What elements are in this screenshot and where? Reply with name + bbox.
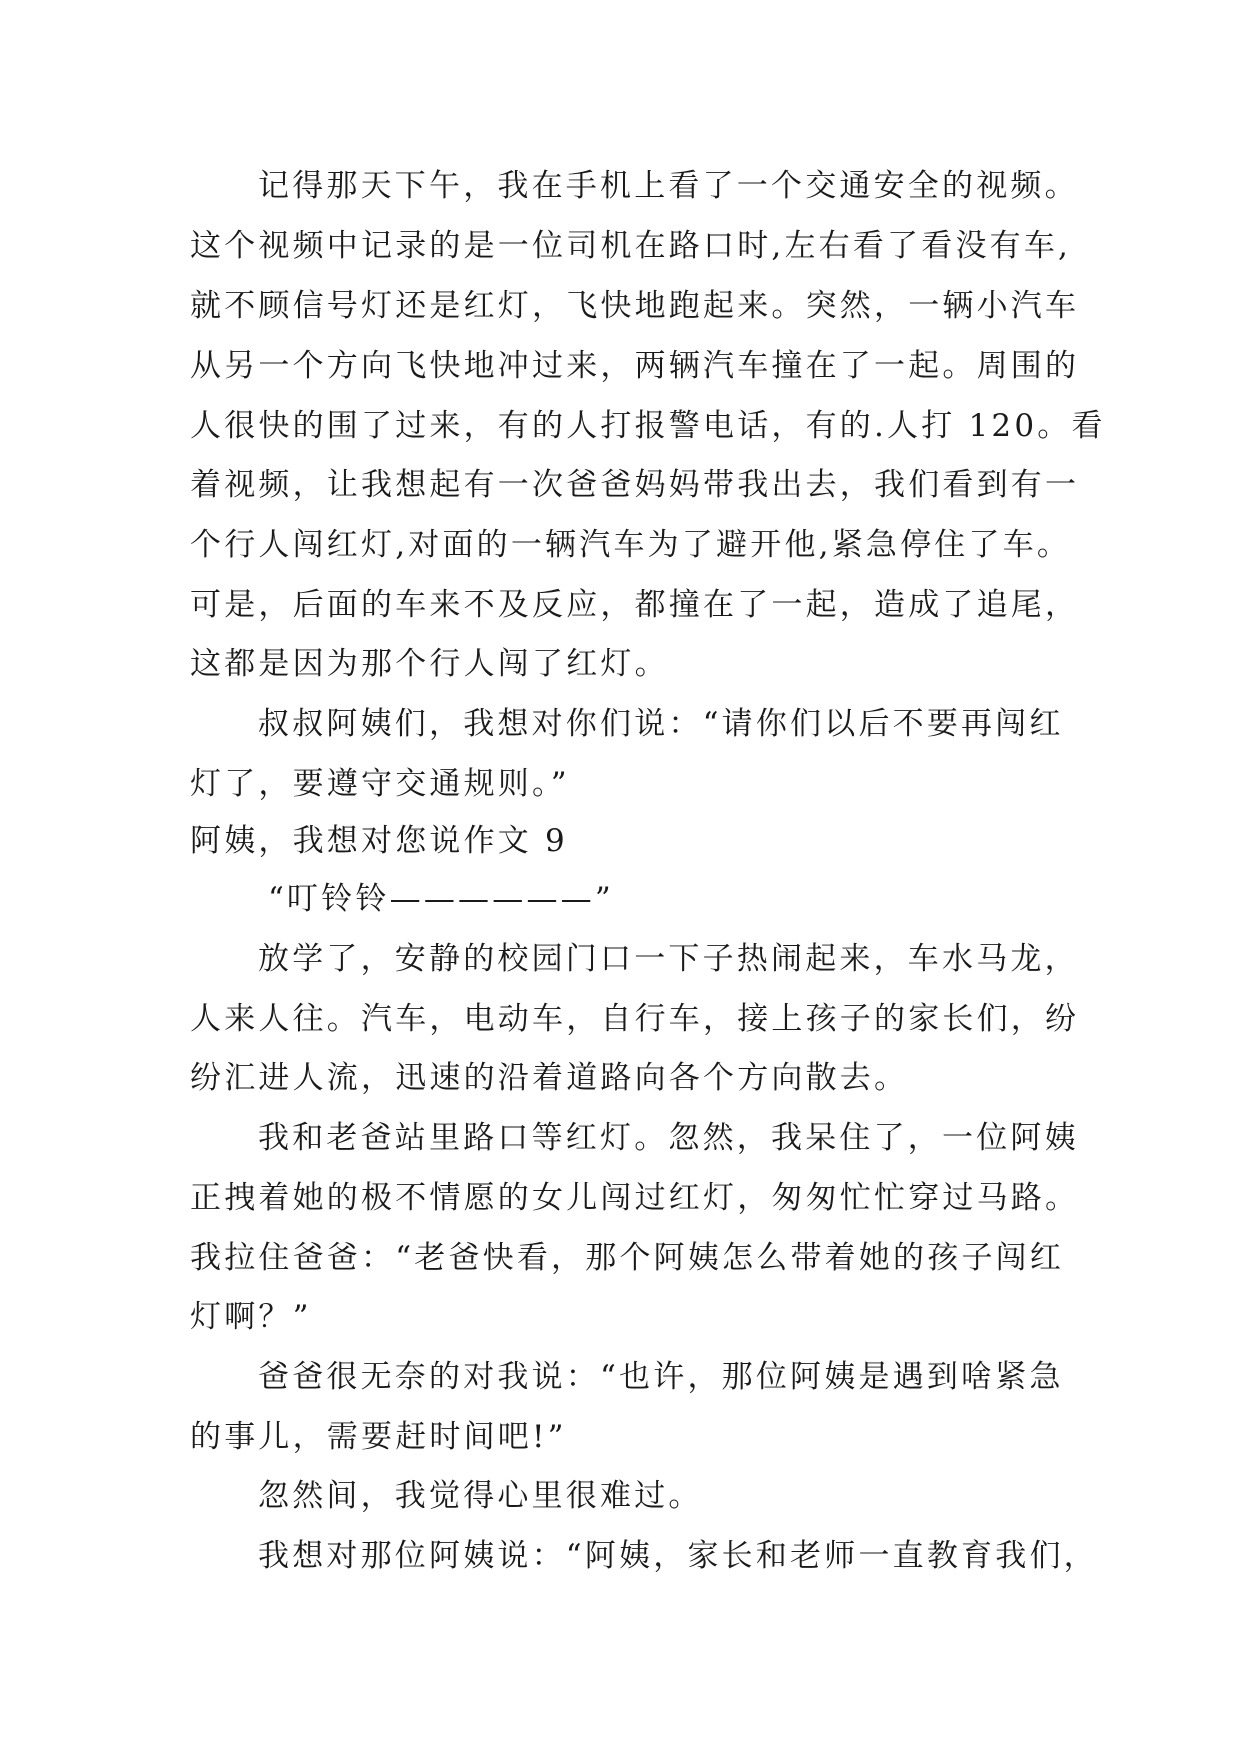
text-line: 就不顾信号灯还是红灯，飞快地跑起来。突然，一辆小汽车 bbox=[190, 288, 1080, 324]
text-line: 灯啊？” bbox=[190, 1299, 312, 1335]
text-line: 个行人闯红灯,对面的一辆汽车为了避开他,紧急停住了车。 bbox=[190, 527, 1072, 563]
text-line: 纷汇进人流，迅速的沿着道路向各个方向散去。 bbox=[190, 1060, 909, 1096]
text-line: 可是，后面的车来不及反应，都撞在了一起，造成了追尾， bbox=[190, 587, 1080, 623]
text-line: 灯了，要遵守交通规则。” bbox=[190, 766, 570, 802]
text-line: 这个视频中记录的是一位司机在路口时,左右看了看没有车, bbox=[190, 228, 1072, 264]
text-line: 我拉住爸爸：“老爸快看，那个阿姨怎么带着她的孩子闯红 bbox=[190, 1240, 1065, 1276]
text-line: 人很快的围了过来，有的人打报警电话，有的.人打 120。看 bbox=[190, 408, 1106, 444]
text-line: 这都是因为那个行人闯了红灯。 bbox=[190, 646, 669, 682]
text-line: “叮铃铃——————” bbox=[268, 881, 614, 917]
section-heading: 阿姨，我想对您说作文 9 bbox=[190, 823, 568, 859]
text-line: 着视频，让我想起有一次爸爸妈妈带我出去，我们看到有一 bbox=[190, 467, 1080, 503]
text-line: 我想对那位阿姨说：“阿姨，家长和老师一直教育我们， bbox=[258, 1538, 1098, 1574]
text-line: 记得那天下午，我在手机上看了一个交通安全的视频。 bbox=[258, 168, 1079, 204]
text-line: 正拽着她的极不情愿的女儿闯过红灯，匆匆忙忙穿过马路。 bbox=[190, 1180, 1080, 1216]
text-line: 从另一个方向飞快地冲过来，两辆汽车撞在了一起。周围的 bbox=[190, 348, 1080, 384]
text-line: 人来人往。汽车，电动车，自行车，接上孩子的家长们，纷 bbox=[190, 1001, 1080, 1037]
text-line: 爸爸很无奈的对我说：“也许，那位阿姨是遇到啥紧急 bbox=[258, 1359, 1064, 1395]
text-line: 忽然间，我觉得心里很难过。 bbox=[258, 1478, 703, 1514]
text-line: 我和老爸站里路口等红灯。忽然，我呆住了，一位阿姨 bbox=[258, 1120, 1079, 1156]
text-line: 放学了，安静的校园门口一下子热闹起来，车水马龙， bbox=[258, 941, 1079, 977]
text-line: 的事儿，需要赶时间吧!” bbox=[190, 1419, 567, 1455]
text-line: 叔叔阿姨们，我想对你们说：“请你们以后不要再闯红 bbox=[258, 706, 1064, 742]
